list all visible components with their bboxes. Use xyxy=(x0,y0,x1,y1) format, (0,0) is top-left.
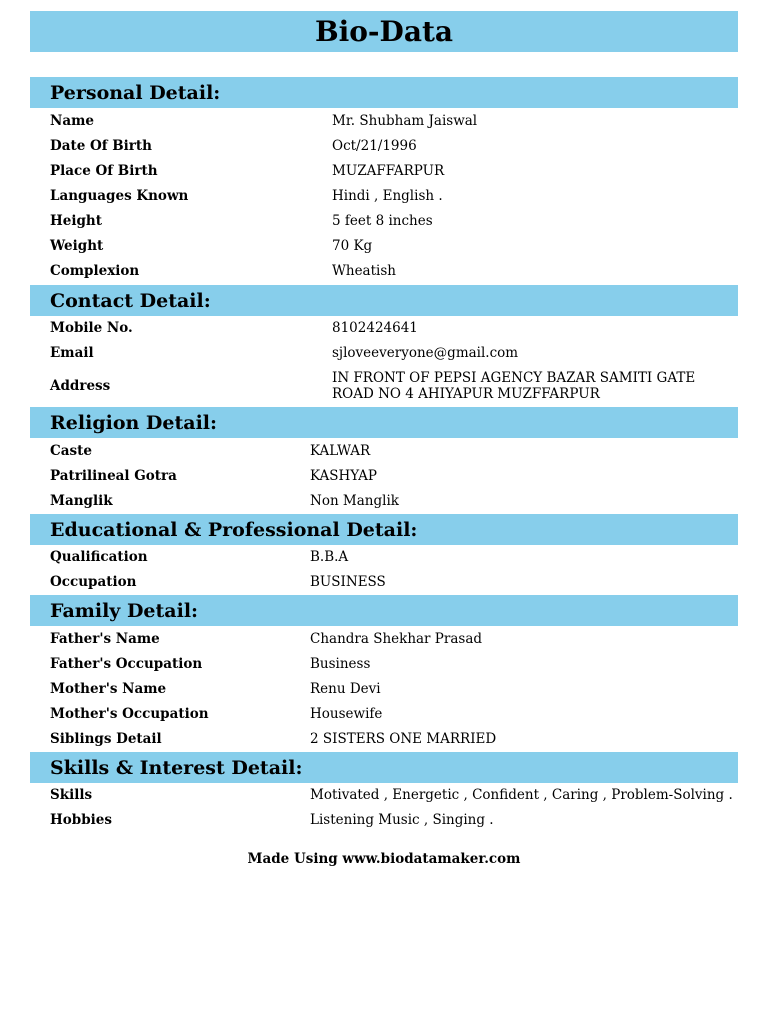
field-label: Complexion xyxy=(50,263,140,279)
section-family-detail xyxy=(30,595,738,626)
section-heading: Contact Detail: xyxy=(50,289,211,312)
field-label: Weight xyxy=(50,238,104,254)
section-heading: Skills & Interest Detail: xyxy=(50,756,303,779)
field-label: Mother's Name xyxy=(50,681,167,697)
field-value: Non Manglik xyxy=(310,493,399,509)
field-value: Renu Devi xyxy=(310,681,381,697)
section-religion-detail xyxy=(30,407,738,438)
section-heading: Religion Detail: xyxy=(50,411,218,434)
section-skills-detail xyxy=(30,752,738,783)
section-heading: Family Detail: xyxy=(50,599,199,622)
field-value: Oct/21/1996 xyxy=(332,138,417,154)
field-value: KALWAR xyxy=(310,443,371,459)
field-label: Siblings Detail xyxy=(50,731,162,747)
field-value: 2 SISTERS ONE MARRIED xyxy=(310,731,497,747)
field-label: Hobbies xyxy=(50,812,112,828)
field-value: Hindi , English . xyxy=(332,188,443,204)
field-value: 5 feet 8 inches xyxy=(332,213,433,229)
field-label: Date Of Birth xyxy=(50,138,152,154)
field-label: Occupation xyxy=(50,574,137,590)
field-value: Motivated , Energetic , Confident , Caring , Problem-Solving . xyxy=(310,787,733,803)
field-label: Father's Name xyxy=(50,631,160,647)
field-value: sjloveeveryone@gmail.com xyxy=(332,345,519,361)
field-label: Mobile No. xyxy=(50,320,133,336)
field-value: Business xyxy=(310,656,371,672)
section-heading: Personal Detail: xyxy=(50,81,221,104)
section-contact-detail xyxy=(30,285,738,316)
field-label: Skills xyxy=(50,787,93,803)
field-value: MUZAFFARPUR xyxy=(332,163,445,179)
field-label: Manglik xyxy=(50,493,113,509)
field-value: 8102424641 xyxy=(332,320,418,336)
field-value: Mr. Shubham Jaiswal xyxy=(332,113,478,129)
field-label: Languages Known xyxy=(50,188,189,204)
section-personal-detail xyxy=(30,77,738,108)
field-label: Name xyxy=(50,113,94,129)
title-bar xyxy=(30,11,738,52)
field-label: Patrilineal Gotra xyxy=(50,468,177,484)
section-education-detail xyxy=(30,514,738,545)
field-label: Height xyxy=(50,213,102,229)
field-label: Qualification xyxy=(50,549,148,565)
section-heading: Educational & Professional Detail: xyxy=(50,518,418,541)
page-title: Bio-Data xyxy=(314,15,454,48)
field-value: Wheatish xyxy=(332,263,396,279)
field-value: Listening Music , Singing . xyxy=(310,812,494,828)
field-label: Caste xyxy=(50,443,92,459)
field-label: Father's Occupation xyxy=(50,656,203,672)
field-value: Chandra Shekhar Prasad xyxy=(310,631,483,647)
field-label: Address xyxy=(50,378,111,394)
field-value: KASHYAP xyxy=(310,468,378,484)
field-label: Email xyxy=(50,345,94,361)
field-value: IN FRONT OF PEPSI AGENCY BAZAR SAMITI GATE ROAD NO 4 AHIYAPUR MUZFFARPUR xyxy=(332,370,696,402)
field-label: Mother's Occupation xyxy=(50,706,209,722)
footer-credit: Made Using www.biodatamaker.com xyxy=(247,851,521,867)
field-label: Place Of Birth xyxy=(50,163,158,179)
field-value: BUSINESS xyxy=(310,574,386,590)
field-value: B.B.A xyxy=(310,549,349,565)
field-value: Housewife xyxy=(310,706,383,722)
field-value: 70 Kg xyxy=(332,238,373,254)
